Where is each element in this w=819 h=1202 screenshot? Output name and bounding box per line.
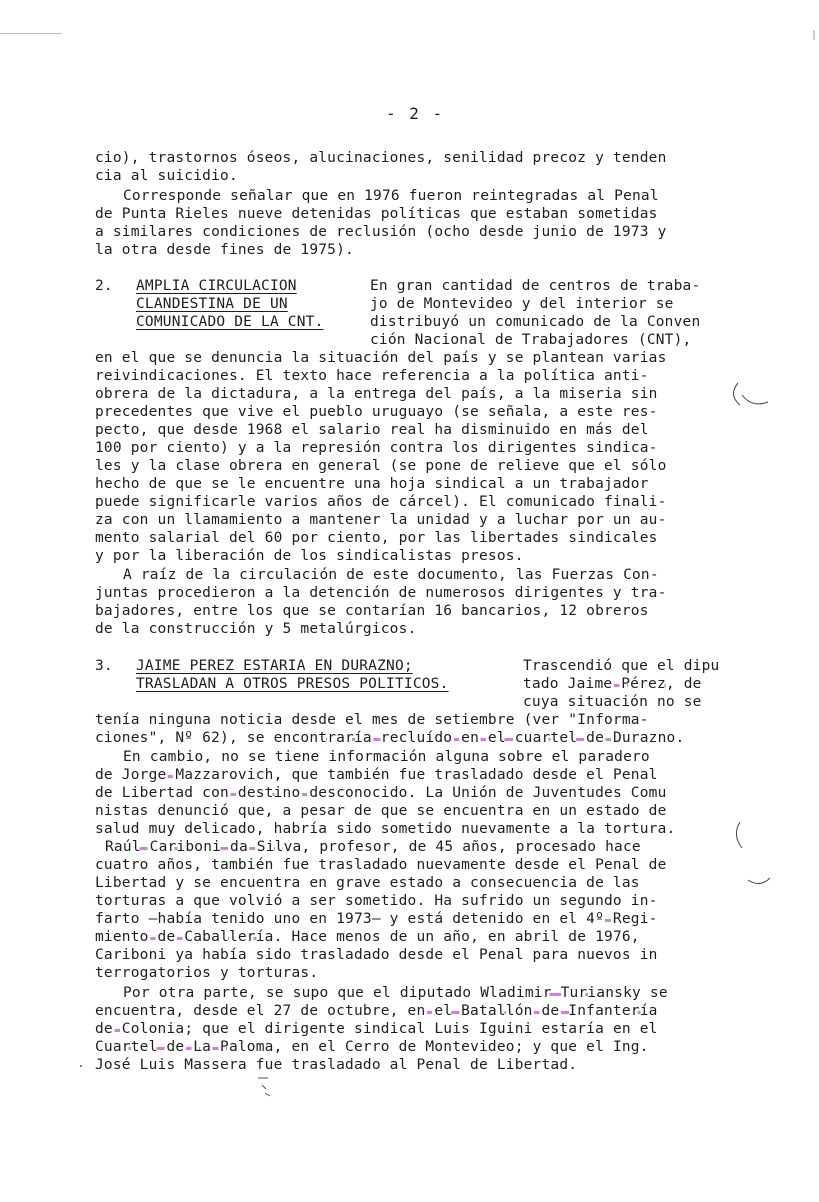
section-2-body-line-10: za con un llamamiento a mantener la unidad y a luchar por un au- [95, 512, 667, 528]
section-2-body-line-1: en el que se denuncia la situación del país y se plantean varias [95, 350, 667, 366]
highlight-regimiento-2: miento de Caballería [95, 929, 274, 945]
highlight-destino-desconocido: con destino desconocido [202, 785, 408, 801]
highlight-batallon-2: de Colonia [95, 1021, 185, 1037]
section-2-heading-line-3: COMUNICADO DE LA CNT. [136, 314, 324, 330]
highlight-batallon-1: en el Batallón de Infantería [407, 1003, 658, 1019]
section-3-side-line-3: cuya situación no se [523, 694, 702, 710]
section-2-side-line-1: En gran cantidad de centros de traba- [370, 278, 701, 294]
section-3-body-line-13: miento de Caballería. Hace menos de un año, en abril de 1976, [95, 929, 640, 945]
margin-curve-mark-1 [733, 383, 740, 405]
section-3-body-line-16: Por otra parte, se supo que el diputado Wladimir Turiansky se [123, 985, 668, 1001]
section-2-heading-line-2: CLANDESTINA DE UN [136, 296, 288, 312]
margin-dot-mark [80, 1065, 82, 1067]
section-2-body-line-13: A raíz de la circulación de este documento, las Fuerzas Con- [123, 567, 659, 583]
section-3-heading-line-1: JAIME PEREZ ESTARIA EN DURAZNO; [136, 658, 413, 674]
highlight-mazzarovich: Jorge Mazzarovich [121, 767, 274, 783]
section-3-number: 3. [95, 658, 113, 674]
section-2-body-line-2: reivindicaciones. El texto hace referencia a la política anti- [95, 368, 649, 384]
highlight-la-paloma: Cuartel de La Paloma [95, 1039, 274, 1055]
page-number: - 2 - [386, 104, 445, 123]
intro-line-3: Corresponde señalar que en 1976 fueron reintegradas al Penal [123, 188, 659, 204]
section-3-body-line-14: Cariboni ya había sido trasladado desde el Penal para nuevos in [95, 947, 658, 963]
section-2-side-line-2: jo de Montevideo y del interior se [370, 296, 674, 312]
section-3-body-line-19: Cuartel de La Paloma, en el Cerro de Montevideo; y que el Ing. [95, 1039, 649, 1055]
section-2-heading-line-1: AMPLIA CIRCULACION [136, 278, 297, 294]
section-2-body-line-4: precedentes que vive el pueblo uruguayo (se señala, a este res- [95, 404, 658, 420]
section-3-body-line-18: de Colonia; que el dirigente sindical Luis Iguini estaría en el [95, 1021, 658, 1037]
section-2-body-line-5: pecto, que desde 1968 el salario real ha disminuido en más del [95, 422, 649, 438]
section-3-body-line-20: José Luis Massera fue trasladado al Penal de Libertad. [95, 1057, 578, 1073]
section-3-heading-line-2: TRASLADAN A OTROS PRESOS POLITICOS. [136, 676, 449, 692]
section-3-body-line-4: de Jorge Mazzarovich, que también fue trasladado desde el Penal [95, 767, 658, 783]
margin-curve-mark-3 [736, 822, 742, 848]
intro-line-2: cia al suicidio. [95, 168, 238, 184]
bottom-scribble-mark [258, 1078, 270, 1096]
section-3-body-line-15: terrogatorios y torturas. [95, 965, 319, 981]
section-2-body-line-14: juntas procedieron a la detención de numerosos dirigentes y tra- [95, 585, 667, 601]
section-2-body-line-6: 100 por ciento) y a la represión contra los dirigentes sindica- [95, 440, 658, 456]
section-2-side-line-3: distribuyó un comunicado de la Conven [370, 314, 701, 330]
section-3-body-line-2: ciones", Nº 62), se encontraría recluído en el cuartel de Durazno. [95, 730, 685, 746]
section-2-side-line-4: ción Nacional de Trabajadores (CNT), [370, 332, 692, 348]
highlight-jaime-perez: Jaime Pérez [567, 676, 666, 692]
section-2-body-line-15: bajadores, entre los que se contarían 16 bancarios, 12 obreros [95, 603, 649, 619]
margin-curve-mark-2 [742, 395, 768, 404]
section-2-body-line-16: de la construcción y 5 metalúrgicos. [95, 621, 417, 637]
section-2-body-line-9: puede significarle varios años de cárcel). El comunicado finali- [95, 494, 667, 510]
intro-line-1: cio), trastornos óseos, alucinaciones, senilidad precoz y tenden [95, 150, 667, 166]
highlight-regimiento-1: 4º Regi- [586, 911, 658, 927]
section-3-body-line-9: cuatro años, también fue trasladado nuevamente desde el Penal de [95, 857, 667, 873]
intro-line-4: de Punta Rieles nueve detenidas políticas que estaban sometidas [95, 206, 658, 222]
section-2-body-line-8: hecho de que se le encuentre una hoja sindical a un trabajador [95, 476, 649, 492]
section-2-body-line-7: les y la clase obrera en general (se pone de relieve que el sólo [95, 458, 667, 474]
section-3-body-line-3: En cambio, no se tiene información alguna sobre el paradero [123, 749, 650, 765]
highlight-turiansky: Wladimir Turiansky [480, 985, 641, 1001]
section-3-body-line-5: de Libertad con destino desconocido. La Unión de Juventudes Comu [95, 785, 667, 801]
section-3-side-line-2: tado Jaime Pérez, de [523, 676, 702, 692]
section-3-body-line-12: farto —había tenido uno en 1973— y está detenido en el 4º Regi- [95, 911, 658, 927]
section-3-body-line-7: salud muy delicado, habría sido sometido nuevamente a la tortura. [95, 821, 676, 837]
margin-curve-mark-4 [748, 878, 770, 884]
section-2-body-line-12: y por la liberación de los sindicalistas presos. [95, 548, 524, 564]
section-3-body-line-8: Raúl Cariboni da Silva, profesor, de 45 años, procesado hace [105, 839, 641, 855]
section-3-body-line-1: tenía ninguna noticia desde el mes de setiembre (ver "Informa- [95, 712, 649, 728]
section-3-body-line-6: nistas denunció que, a pesar de que se encuentra en un estado de [95, 803, 667, 819]
intro-line-5: a similares condiciones de reclusión (ocho desde junio de 1973 y [95, 224, 667, 240]
section-3-body-line-10: Libertad y se encuentra en grave estado a consecuencia de las [95, 875, 640, 891]
section-2-number: 2. [95, 278, 113, 294]
section-2-body-line-3: obrera de la dictadura, a la entrega del país, a la miseria sin [95, 386, 658, 402]
highlight-cariboni: Raúl Cariboni da Silva [105, 839, 302, 855]
section-2-body-line-11: mento salarial del 60 por ciento, por las libertades sindicales [95, 530, 658, 546]
section-3-side-line-1: Trascendió que el dipu [523, 658, 720, 674]
intro-line-6: la otra desde fines de 1975). [95, 242, 354, 258]
section-3-body-line-17: encuentra, desde el 27 de octubre, en el Batallón de Infantería [95, 1003, 658, 1019]
highlight-durazno: encontraría recluído en el cuartel de Durazno [273, 730, 676, 746]
section-3-body-line-11: torturas a que volvió a ser sometido. Ha sufrido un segundo in- [95, 893, 658, 909]
